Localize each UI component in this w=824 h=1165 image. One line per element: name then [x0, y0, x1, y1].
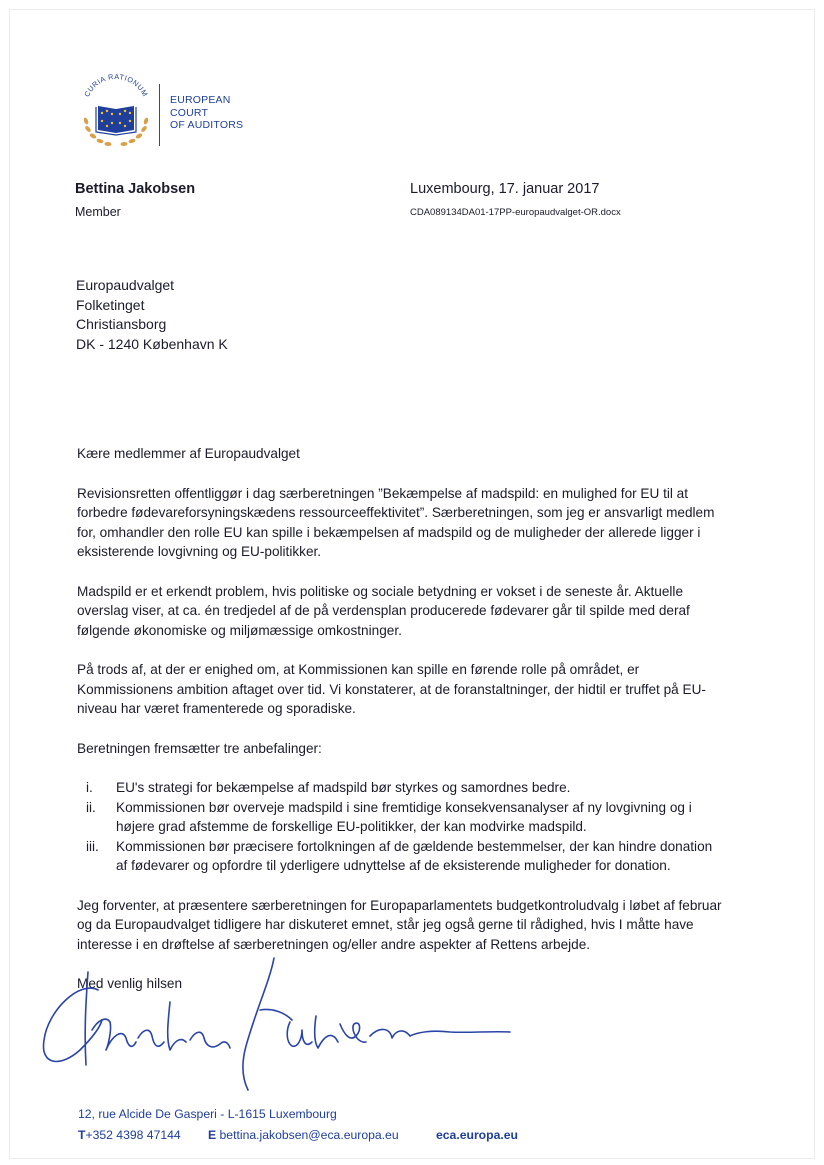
footer-website-link[interactable]: eca.europa.eu	[436, 1128, 518, 1142]
closing-paragraph: Jeg forventer, at præsentere særberetningen for Europaparlamentets budgetkontroludvalg i løbet af februar og da Europaudvalget tidligere har diskuteret emnet, står jeg også gerne til rådighed, hvis I måtte have interesse i en drøftelse af særberetningen og/eller andre aspekter af Rettens arbejde.	[77, 897, 722, 952]
recommendation-number: i.	[86, 780, 93, 795]
footer-address: 12, rue Alcide De Gasperi - L-1615 Luxembourg	[78, 1107, 337, 1121]
body-paragraph: Revisionsretten offentliggør i dag særberetningen ”Bekæmpelse af madspild: en mulighed for EU til at forbedre fødevareforsyningskædens ressourceeffektivitet”. Særberetningen, som jeg er ansvarligt medlem for, omhandler den rolle EU kan spille i bekæmpelsen af madspild og de muligheder der allerede ligger i eksisterende lovgivning og EU-politikker.	[77, 485, 715, 559]
email-address[interactable]: bettina.jakobsen@eca.europa.eu	[219, 1128, 399, 1142]
sender-role: Member	[75, 205, 121, 219]
logo-motto: CURIA RATIONUM	[82, 73, 150, 99]
email-label: E	[208, 1128, 217, 1142]
recommendation-number: ii.	[86, 799, 96, 815]
recommendation-item	[77, 798, 727, 837]
eca-logo-icon	[72, 73, 162, 153]
recommendation-text: EU's strategi for bekæmpelse af madspild bør styrkes og samordnes bedre.	[116, 780, 571, 795]
recommendation-text: Kommissionen bør præcisere fortolkningen af de gældende bestemmelser, der kan hindre donation af fødevarer og opfordre til yderligere udnyttelse af de eksisterende muligheder for donation.	[116, 838, 713, 873]
org-line: OF AUDITORS	[170, 119, 244, 131]
org-line: EUROPEAN	[170, 94, 231, 106]
recommendations-intro: Beretningen fremsætter tre anbefalinger:	[77, 740, 322, 756]
letterhead-divider	[159, 84, 160, 146]
salutation: Kære medlemmer af Europaudvalget	[77, 446, 300, 461]
document-reference: CDA089134DA01-17PP-europaudvalget-OR.docx	[410, 207, 621, 218]
footer-email[interactable]	[208, 1128, 436, 1142]
recipient-address	[76, 276, 228, 354]
phone-label: T	[78, 1128, 86, 1142]
sender-name: Bettina Jakobsen	[75, 181, 196, 197]
handwritten-signature	[40, 950, 520, 1095]
recommendation-text: Kommissionen bør overveje madspild i sine fremtidige konsekvensanalyser af ny lovgivning og i højere grad afstemme de forskellige EU-politikker, der kan modvirke madspild.	[116, 799, 692, 834]
footer-contacts	[78, 1128, 518, 1142]
address-line: Europaudvalget	[76, 277, 175, 293]
recommendations-list	[77, 778, 727, 876]
recommendation-item	[77, 778, 727, 798]
org-line: COURT	[170, 106, 209, 119]
letter-body	[77, 444, 727, 1014]
dateline: Luxembourg, 17. januar 2017	[410, 181, 600, 197]
org-name	[170, 94, 243, 132]
phone-number: +352 4398 47144	[85, 1128, 181, 1142]
body-paragraph: Madspild er et erkendt problem, hvis politiske og sociale betydning er vokset i de seneste år. Aktuelle overslag viser, at ca. én tredjedel af de på verdensplan producerede fødevarer går til spilde med deraf følgende økonomiske og miljømæssige omkostninger.	[77, 583, 690, 638]
footer-phone	[78, 1128, 208, 1142]
address-line: DK - 1240 København K	[76, 335, 228, 352]
address-line: Christiansborg	[76, 316, 167, 332]
body-paragraph: På trods af, at der er enighed om, at Kommissionen kan spille en førende rolle på området, er Kommissionens ambition aftaget over tid. Vi konstaterer, at de foranstaltninger, der hidtil er truffet på EU-niveau har været framenterede og sporadiske.	[77, 662, 706, 716]
address-line: Folketinget	[76, 296, 145, 313]
sign-off: Med venlig hilsen	[77, 976, 183, 991]
recommendation-number: iii.	[86, 838, 99, 854]
recommendation-item	[77, 837, 727, 876]
